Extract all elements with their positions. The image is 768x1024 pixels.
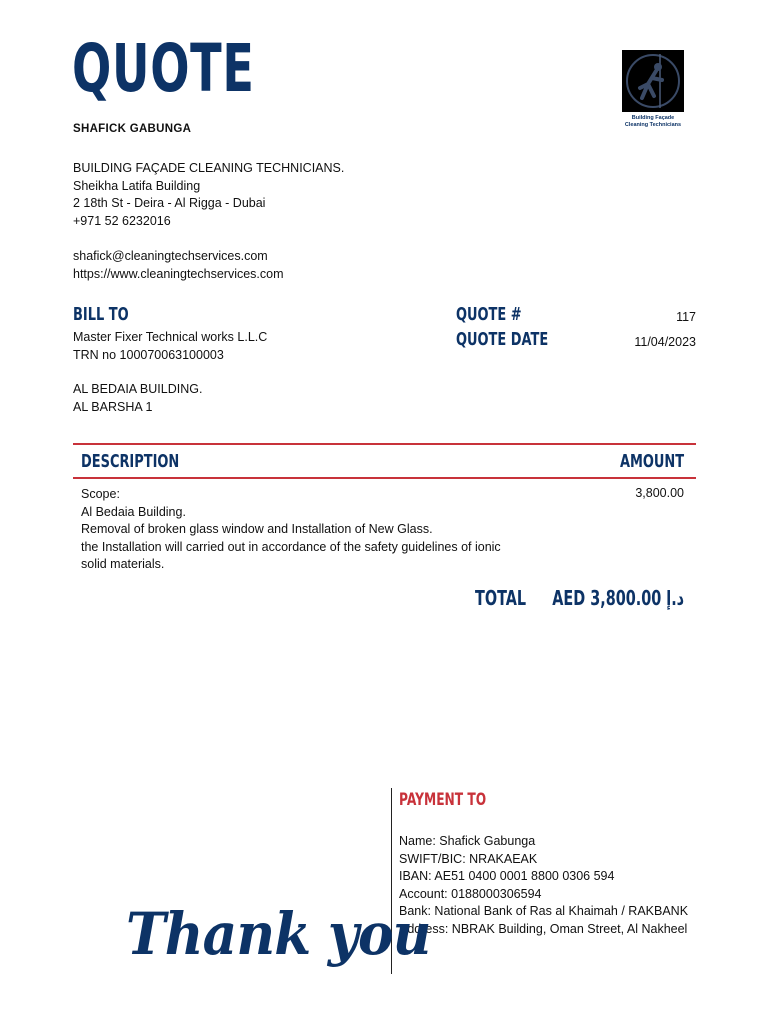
table-top-rule	[73, 443, 696, 445]
sender-name: SHAFICK GABUNGA	[73, 123, 192, 135]
payment-name: Name: Shafick Gabunga	[399, 834, 536, 848]
item-line: Al Bedaia Building.	[81, 504, 186, 519]
company-website: https://www.cleaningtechservices.com	[73, 266, 284, 281]
item-description	[81, 486, 501, 574]
bill-to-block	[73, 329, 267, 364]
company-contact-block	[73, 248, 284, 283]
client-address-line1: AL BEDAIA BUILDING.	[73, 382, 203, 396]
payment-title: PAYMENT TO	[399, 790, 487, 810]
item-line: solid materials.	[81, 557, 165, 571]
item-amount: 3,800.00	[635, 486, 684, 500]
payment-address: Address: NBRAK Building, Oman Street, Al Nakheel	[399, 921, 688, 936]
thank-you-script: Thank you	[126, 900, 431, 968]
amount-header: AMOUNT	[619, 451, 684, 472]
quote-date-label: QUOTE DATE	[456, 329, 549, 350]
total-label: TOTAL	[475, 586, 527, 610]
company-phone: +971 52 6232016	[73, 213, 171, 228]
payment-bank: Bank: National Bank of Ras al Khaimah / RAKBANK	[399, 904, 689, 918]
document-title: QUOTE	[72, 30, 255, 107]
payment-iban: IBAN: AE51 0400 0001 8800 0306 594	[399, 869, 615, 883]
company-logo	[612, 50, 694, 128]
company-email: shafick@cleaningtechservices.com	[73, 249, 268, 263]
client-trn: TRN no 100070063100003	[73, 347, 224, 362]
description-header: DESCRIPTION	[81, 451, 180, 472]
table-header-rule	[73, 477, 696, 479]
logo-caption: Building Façade Cleaning Technicians	[624, 115, 682, 128]
quote-number-label: QUOTE #	[456, 304, 522, 325]
payment-account: Account: 0188000306594	[399, 886, 542, 901]
item-line: Removal of broken glass window and Installation of New Glass.	[81, 522, 433, 536]
company-name: BUILDING FAÇADE CLEANING TECHNICIANS.	[73, 161, 345, 175]
company-building: Sheikha Latifa Building	[73, 178, 201, 193]
total-value: AED 3,800.00 د.إ	[552, 586, 684, 610]
window-cleaner-icon	[622, 50, 684, 112]
payment-swift: SWIFT/BIC: NRAKAEAK	[399, 851, 538, 866]
company-street: 2 18th St - Deira - Al Rigga - Dubai	[73, 196, 266, 210]
client-address-line2: AL BARSHA 1	[73, 399, 153, 414]
item-line: Scope:	[81, 487, 120, 501]
quote-number: 117	[676, 310, 696, 324]
quote-date: 11/04/2023	[634, 335, 696, 349]
bill-to-label: BILL TO	[73, 304, 129, 325]
client-name: Master Fixer Technical works L.L.C	[73, 330, 268, 344]
company-address-block	[73, 160, 344, 230]
client-address-block	[73, 381, 202, 416]
item-line: the Installation will carried out in accordance of the safety guidelines of ionic	[81, 539, 501, 554]
payment-details	[399, 833, 689, 938]
